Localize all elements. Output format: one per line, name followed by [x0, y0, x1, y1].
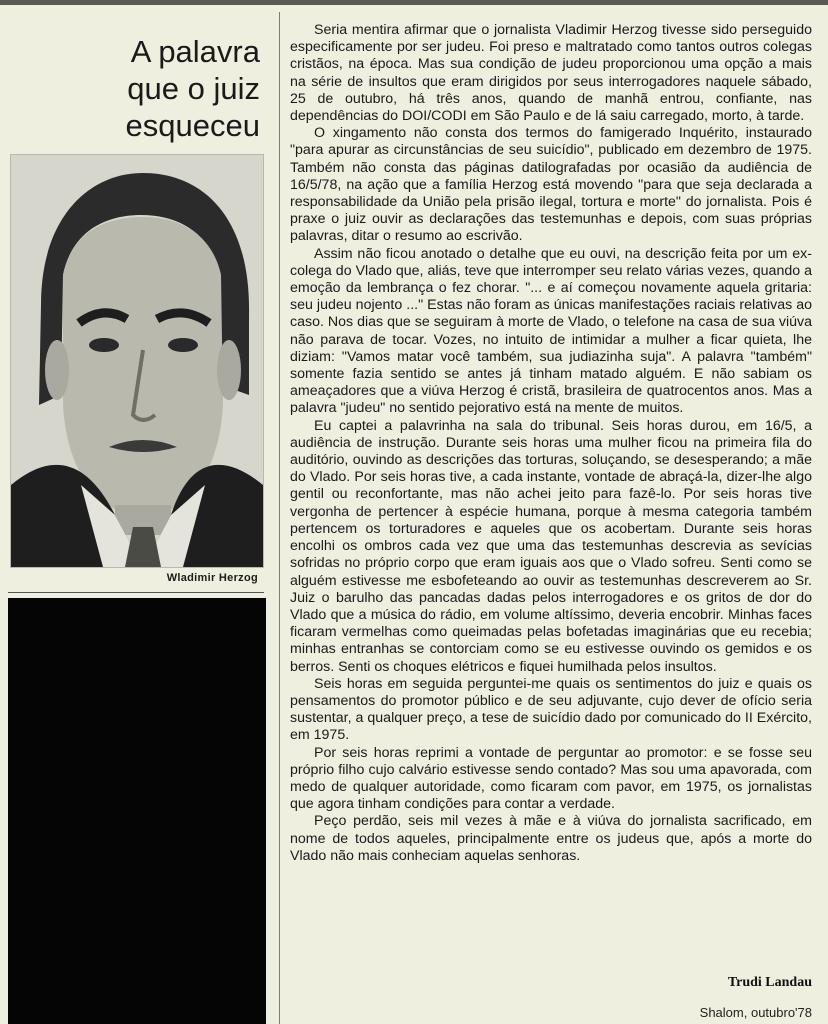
paragraph-7: Peço perdão, seis mil vezes à mãe e à viúva do jornalista sacrificado, em nome de todos aqueles, principalmente entre os judeus que, após a morte do Vlado não mais conheciam aquelas senhoras. [290, 813, 812, 864]
portrait-illustration [11, 155, 263, 567]
author-byline: Trudi Landau [727, 975, 812, 990]
headline-line-1: A palavra [130, 34, 260, 69]
paragraph-1: Seria mentira afirmar que o jornalista Vladimir Herzog tivesse sido perseguido especificamente por ser judeu. Foi preso e maltratado como tantos outros colegas cristãos, na época. Mas sua condição de judeu proporcionou uma opção a mais na série de insultos que eram dirigidos por seus interrogadores naquele sábado, 25 de outubro, há três anos, quando de manhã entrou, confiante, nas dependências do DOI/CODI em São Paulo e de lá saiu carregado, morto, à tarde. [290, 22, 812, 125]
paragraph-6: Por seis horas reprimi a vontade de perguntar ao promotor: e se fosse seu próprio filho cujo calvário estivesse sendo contado? Mas sou uma apavorada, com medo de qualquer autoridade, como ficaram com pavor, em 1975, os jornalistas que agora tinham condições para contar a verdade. [290, 744, 812, 813]
caption-divider [8, 592, 264, 593]
headline-line-3: esqueceu [125, 108, 260, 143]
headline [70, 33, 260, 144]
paragraph-5: Seis horas em seguida perguntei-me quais os sentimentos do juiz e quais os pensamentos do promotor público e de seu adjuvante, cujo dever de ofício seria sustentar, a qualquer preço, a tese de suicídio dado por comunicado do II Exército, em 1975. [290, 675, 812, 744]
article-body [290, 22, 812, 865]
photo-caption: Wladimir Herzog [166, 572, 258, 584]
portrait-photo [10, 154, 264, 568]
paragraph-2: O xingamento não consta dos termos do famigerado Inquérito, instaurado "para apurar as circunstâncias de seu suicídio", publicado em dezembro de 1975. Também não consta das páginas datilografadas por ocasião da audiência de 16/5/78, na ação que a família Herzog está movendo "para que seja declarada a responsabilidade da União pela prisão ilegal, tortura e morte" do jornalista. Pois é praxe o juiz ouvir as declarações das testemunhas e depois, com suas próprias palavras, ditar o resumo ao escrivão. [290, 125, 812, 245]
redacted-block [8, 598, 266, 1024]
headline-line-2: que o juiz [127, 71, 260, 106]
paragraph-4: Eu captei a palavrinha na sala do tribunal. Seis horas durou, em 16/5, a audiência de instrução. Durante seis horas uma mulher ficou na primeira fila do auditório, ouvindo as descrições das torturas, soluçando, se desesperando; a mãe do Vlado. Por seis horas tive, a cada instante, vontade de abraçá-la, dizer-lhe algo gentil ou reconfortante, mas não achei jeito para fazê-lo. Por seis horas tive vergonha de pertencer à espécie humana, porque à mesma categoria também pertencem os torturadores e aqueles que os acobertam. Durante seis horas encolhi os ombros cada vez que uma das testemunhas descrevia as sevícias sofridas no próprio corpo que eram iguais aos que o Vlado sofreu. Senti como se alguém estivesse me esbofeteando ao ouvir as testemunhas descreverem ao Sr. Juiz o barulho das pancadas dadas pelos interrogadores e os gritos de dor do Vlado que a música do rádio, em volume altíssimo, deveria encobrir. Minhas faces ficaram vermelhas como queimadas pelas bofetadas imaginárias que eu recebia; minhas entranhas se contorciam como se eu estivesse ouvindo os gemidos e os berros. Senti os choques elétricos e fiquei humilhada pelos insultos. [290, 417, 812, 675]
column-divider [279, 12, 280, 1024]
paragraph-3: Assim não ficou anotado o detalhe que eu ouvi, na descrição feita por um ex-colega do Vlado que, aliás, teve que interromper seu relato várias vezes, quando a emoção da lembrança o fez chorar. "... e aí começou novamente aquela gritaria: seu judeu nojento ..." Estas não foram as únicas manifestações raciais relativas ao caso. Nos dias que se seguiram à morte de Vlado, o telefone na casa de sua viúva não parava de tocar. Vozes, no intuito de intimidar a mulher a ficar quieta, lhe diziam: "Vamos matar você também, sua judiazinha suja". A palavra "também" somente fazia sentido se antes já tinham matado alguém. E não sabiam os ameaçadores que a viúva Herzog é cristã, brasileira de quatrocentos anos. Mas a palavra "judeu" no sentido pejorativo está na mente de muitos. [290, 245, 812, 417]
publication-source: Shalom, outubro'78 [699, 1005, 812, 1020]
